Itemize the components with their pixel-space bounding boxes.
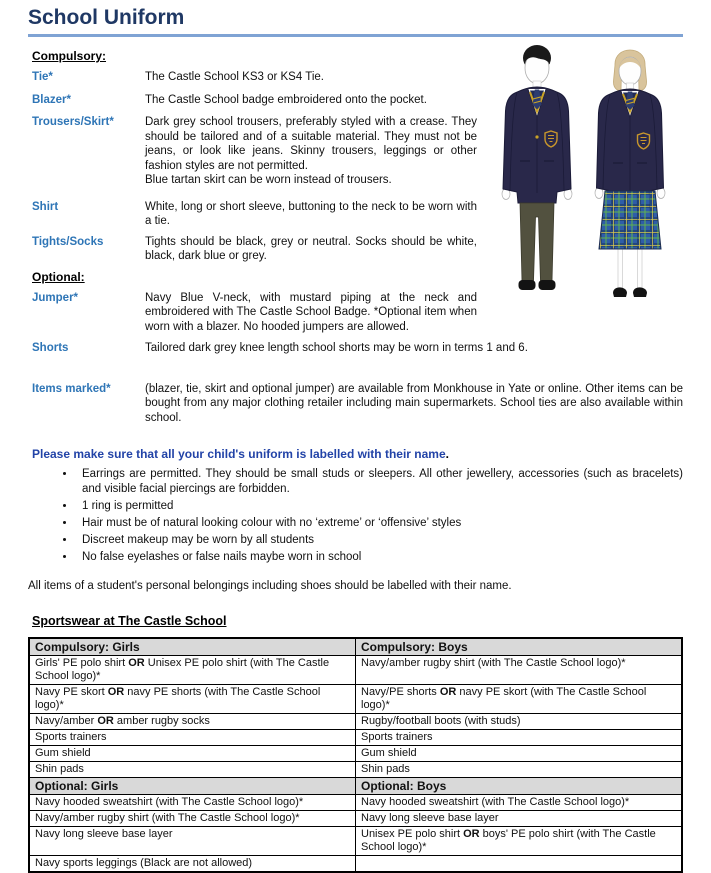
table-cell: Sports trainers xyxy=(29,729,356,745)
belongings-note: All items of a student's personal belongings including shoes should be labelled with their name. xyxy=(28,580,512,592)
item-label-tights-socks: Tights/Socks xyxy=(32,235,104,248)
page-title: School Uniform xyxy=(28,6,683,37)
labelling-notice xyxy=(32,447,683,461)
table-cell: Rugby/football boots (with studs) xyxy=(356,713,683,729)
table-cell: Girls' PE polo shirt OR Unisex PE polo shirt (with The Castle School logo)* xyxy=(29,655,356,684)
uniform-item-shorts xyxy=(28,341,683,356)
uniform-item-tie xyxy=(28,70,683,85)
item-desc-jumper: Navy Blue V-neck, with mustard piping at the neck and embroidered with The Castle School Badge. *Optional item when worn with a blazer. No hooded jumpers are allowed. xyxy=(145,291,477,333)
table-cell: Navy hooded sweatshirt (with The Castle School logo)* xyxy=(29,794,356,810)
rules-list xyxy=(60,467,683,565)
table-cell xyxy=(356,855,683,872)
item-desc-tie: The Castle School KS3 or KS4 Tie. xyxy=(145,71,324,83)
table-cell: Gum shield xyxy=(29,745,356,761)
table-cell: Gum shield xyxy=(356,745,683,761)
table-cell: Navy PE skort OR navy PE shorts (with The Castle School logo)* xyxy=(29,684,356,713)
sportswear-table xyxy=(28,637,683,873)
table-cell: Navy/amber rugby shirt (with The Castle School logo)* xyxy=(29,810,356,826)
table-row xyxy=(29,855,682,872)
trousers-desc-skirt: Blue tartan skirt can be worn instead of trousers. xyxy=(145,174,392,186)
compulsory-heading: Compulsory: xyxy=(32,49,107,63)
table-row xyxy=(29,794,682,810)
table-row xyxy=(29,761,682,777)
table-header-row xyxy=(29,777,682,794)
table-row xyxy=(29,729,682,745)
table-row xyxy=(29,713,682,729)
item-desc-trousers-skirt xyxy=(145,115,683,188)
item-desc-items-marked: (blazer, tie, skirt and optional jumper) are available from Monkhouse in Yate or online. Other items can be bought from any major clothing retailer including main supermarkets. School ties are also available within school. xyxy=(145,382,683,424)
table-cell: Navy long sleeve base layer xyxy=(356,810,683,826)
table-cell: Navy sports leggings (Black are not allowed) xyxy=(29,855,356,872)
item-desc-shirt: White, long or short sleeve, buttoning to the neck to be worn with a tie. xyxy=(145,200,477,227)
table-cell: Shin pads xyxy=(356,761,683,777)
uniform-item-blazer xyxy=(28,93,683,108)
item-label-trousers-skirt: Trousers/Skirt* xyxy=(32,116,114,128)
table-row xyxy=(29,745,682,761)
trousers-desc-main: Dark grey school trousers, preferably styled with a crease. They should be tailored and of a suitable material. They must not be jeans, or look like jeans. Skinny trousers, leggings or other fashion styles are not permitted. xyxy=(145,116,477,172)
table-cell: Unisex PE polo shirt OR boys' PE polo shirt (with The Castle School logo)* xyxy=(356,826,683,855)
item-desc-shorts: Tailored dark grey knee length school shorts may be worn in terms 1 and 6. xyxy=(145,342,528,354)
table-header-row xyxy=(29,638,682,656)
table-cell: Navy/amber OR amber rugby socks xyxy=(29,713,356,729)
item-label-blazer: Blazer* xyxy=(32,93,71,106)
table-cell: Sports trainers xyxy=(356,729,683,745)
rule-item: • Earrings are permitted. They should be small studs or sleepers. All other jewellery, accessories (such as bracelets) and visible facial piercings are forbidden. xyxy=(76,467,683,497)
optional-heading: Optional: xyxy=(32,269,85,284)
table-row xyxy=(29,655,682,684)
labelling-notice-text: Please make sure that all your child's uniform is labelled with their name xyxy=(32,447,446,461)
table-header-cell: Compulsory: Boys xyxy=(356,638,683,656)
item-label-shirt: Shirt xyxy=(32,200,59,213)
labelling-notice-period: . xyxy=(445,447,449,461)
table-cell: Shin pads xyxy=(29,761,356,777)
table-cell: Navy/amber rugby shirt (with The Castle School logo)* xyxy=(356,655,683,684)
rule-item: • Hair must be of natural looking colour with no ‘extreme’ or ‘offensive’ styles xyxy=(76,516,683,531)
table-header-cell: Optional: Boys xyxy=(356,777,683,794)
uniform-item-trousers-skirt xyxy=(28,115,683,188)
item-label-tie: Tie* xyxy=(32,71,53,83)
item-label-items-marked: Items marked* xyxy=(32,382,111,395)
item-desc-blazer: The Castle School badge embroidered onto the pocket. xyxy=(145,93,427,106)
table-row xyxy=(29,826,682,855)
sportswear-table-body xyxy=(29,638,682,872)
uniform-item-tights-socks xyxy=(28,235,683,264)
item-desc-tights-socks: Tights should be black, grey or neutral. Socks should be white, black, dark blue or grey. xyxy=(145,235,477,262)
table-cell: Navy/PE shorts OR navy PE skort (with The Castle School logo)* xyxy=(356,684,683,713)
uniform-item-jumper xyxy=(28,291,683,335)
table-header-cell: Optional: Girls xyxy=(29,777,356,794)
uniform-item-items-marked xyxy=(28,382,683,426)
sportswear-heading: Sportswear at The Castle School xyxy=(32,613,227,628)
table-header-cell: Compulsory: Girls xyxy=(29,638,356,656)
rule-item: • 1 ring is permitted xyxy=(76,499,683,514)
item-label-jumper: Jumper* xyxy=(32,291,79,304)
uniform-item-shirt xyxy=(28,200,683,229)
rule-item: • No false eyelashes or false nails maybe worn in school xyxy=(76,550,683,565)
item-label-shorts: Shorts xyxy=(32,342,69,354)
table-row xyxy=(29,810,682,826)
table-cell: Navy long sleeve base layer xyxy=(29,826,356,855)
table-row xyxy=(29,684,682,713)
rule-item: • Discreet makeup may be worn by all students xyxy=(76,533,683,548)
table-cell: Navy hooded sweatshirt (with The Castle School logo)* xyxy=(356,794,683,810)
